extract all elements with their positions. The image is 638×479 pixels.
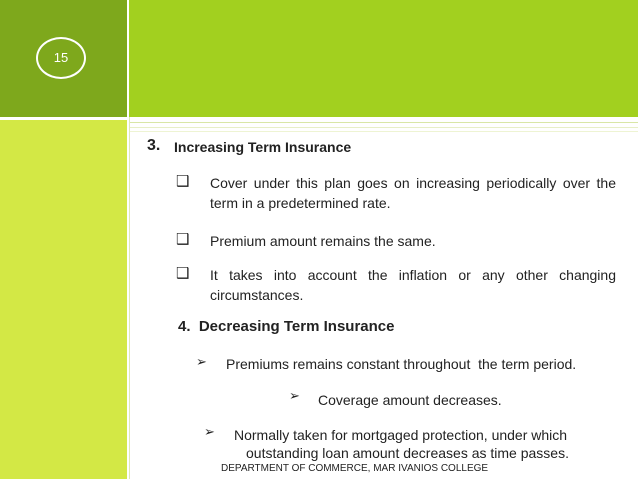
bullet-text: Premium amount remains the same. <box>210 233 436 249</box>
header-right-panel <box>129 0 638 117</box>
checkbox-bullet-icon: ❑ <box>176 172 190 190</box>
bullet-line: term in a predetermined rate. <box>210 195 391 211</box>
divider-line-vertical <box>129 117 130 479</box>
section-number: 3. <box>147 137 161 154</box>
bullet-text <box>210 265 616 305</box>
divider-line <box>129 127 638 128</box>
bullet-line: It takes into account the inflation or any other changing <box>210 267 616 283</box>
bullet-line: circumstances. <box>210 287 304 303</box>
left-side-band <box>0 120 127 479</box>
arrow-bullet-icon: ➢ <box>204 425 215 440</box>
divider-line <box>129 122 638 123</box>
section-title: Increasing Term Insurance <box>174 139 352 155</box>
arrow-bullet-icon: ➢ <box>196 355 207 370</box>
bullet-line: outstanding loan amount decreases as time passes. <box>246 445 569 461</box>
divider-line <box>129 131 638 132</box>
bullet-text: Coverage amount decreases. <box>318 392 502 408</box>
footer-text: DEPARTMENT OF COMMERCE, MAR IVANIOS COLLEGE <box>221 463 489 474</box>
bullet-text <box>210 173 616 213</box>
bullet-text: Premiums remains constant throughout the term period. <box>226 356 577 372</box>
bullet-line: Normally taken for mortgaged protection, under which <box>234 427 568 443</box>
arrow-bullet-icon: ➢ <box>289 389 300 404</box>
section-title: 4. Decreasing Term Insurance <box>178 318 395 335</box>
slide-number: 15 <box>36 37 86 79</box>
checkbox-bullet-icon: ❑ <box>176 230 190 248</box>
checkbox-bullet-icon: ❑ <box>176 264 190 282</box>
bullet-line: Cover under this plan goes on increasing periodically over the <box>210 175 616 191</box>
